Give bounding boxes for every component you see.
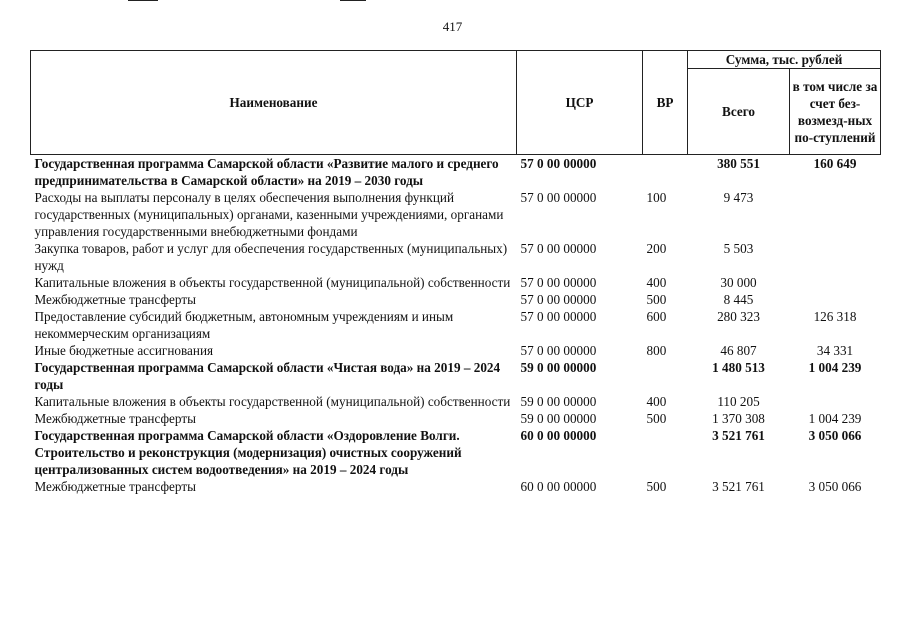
header-csr: ЦСР [517, 51, 643, 155]
row-csr: 60 0 00 00000 [520, 428, 597, 443]
row-csr: 59 0 00 00000 [520, 394, 597, 409]
scan-mark-top-center [340, 0, 366, 1]
row-total: 46 807 [720, 343, 757, 358]
row-name: Капитальные вложения в объекты государственной (муниципальной) собственности [34, 394, 511, 409]
row-vr [643, 359, 688, 393]
row-csr: 57 0 00 00000 [520, 156, 597, 171]
row-name: Предоставление субсидий бюджетным, автономным учреждениям и иным некоммерческим организациям [34, 309, 454, 341]
row-free: 1 004 239 [808, 360, 862, 375]
row-csr: 60 0 00 00000 [520, 479, 597, 494]
budget-table [30, 50, 881, 495]
row-total: 1 480 513 [712, 360, 765, 375]
row-vr: 200 [646, 241, 667, 256]
table-row [31, 342, 881, 359]
header-sum-group: Сумма, тыс. рублей [688, 51, 881, 69]
page-number: 417 [442, 19, 463, 34]
row-vr: 400 [646, 394, 667, 409]
row-name: Государственная программа Самарской области «Чистая вода» на 2019 – 2024 годы [34, 360, 501, 392]
row-total: 30 000 [720, 275, 757, 290]
table-row [31, 410, 881, 427]
header-name: Наименование [31, 51, 517, 155]
row-name: Государственная программа Самарской области «Развитие малого и среднего предпринимательства в Самарской области» на 2019 – 2030 годы [34, 156, 499, 188]
row-name: Межбюджетные трансферты [34, 292, 196, 307]
table-row [31, 478, 881, 495]
row-vr: 800 [646, 343, 667, 358]
header-vr: ВР [643, 51, 688, 155]
row-vr: 600 [646, 309, 667, 324]
row-free: 34 331 [816, 343, 854, 358]
row-vr [643, 427, 688, 478]
row-vr [643, 155, 688, 190]
row-name: Расходы на выплаты персоналу в целях обеспечения выполнения функций государственных (муниципальных) органами, казенными учреждениями, органами управления государственными внебюджетными фондами [34, 190, 504, 239]
table-header [31, 51, 881, 155]
row-free [790, 189, 881, 240]
table-row [31, 240, 881, 274]
row-total: 110 205 [717, 394, 760, 409]
row-total: 380 551 [717, 156, 760, 171]
header-incl-free-text: в том числе за счет без-возмезд-ных по-ступлений [792, 78, 878, 145]
row-vr: 100 [646, 190, 667, 205]
row-csr: 57 0 00 00000 [520, 309, 597, 324]
row-vr: 500 [646, 411, 667, 426]
row-total: 5 503 [723, 241, 754, 256]
row-total: 8 445 [723, 292, 754, 307]
row-free: 1 004 239 [808, 411, 862, 426]
row-total: 3 521 761 [712, 428, 765, 443]
program-row [31, 427, 881, 478]
row-csr: 59 0 00 00000 [520, 360, 597, 375]
program-row [31, 359, 881, 393]
row-name: Государственная программа Самарской области «Оздоровление Волги. Строительство и реконструкция (модернизация) очистных сооружений централизованных систем водоотведения» на 2019 – 2024 годы [34, 428, 462, 477]
table-row [31, 274, 881, 291]
row-name: Межбюджетные трансферты [34, 411, 196, 426]
row-free: 3 050 066 [808, 479, 862, 494]
row-free [790, 274, 881, 291]
table-row [31, 393, 881, 410]
row-csr: 57 0 00 00000 [520, 343, 597, 358]
row-name: Капитальные вложения в объекты государственной (муниципальной) собственности [34, 275, 511, 290]
row-csr: 59 0 00 00000 [520, 411, 597, 426]
row-total: 1 370 308 [712, 411, 765, 426]
row-name: Иные бюджетные ассигнования [34, 343, 214, 358]
header-incl-free [790, 69, 881, 155]
row-csr: 57 0 00 00000 [520, 241, 597, 256]
row-name: Закупка товаров, работ и услуг для обеспечения государственных (муниципальных) нужд [34, 241, 508, 273]
table-row [31, 189, 881, 240]
table-body [31, 155, 881, 496]
table-row [31, 308, 881, 342]
row-total: 3 521 761 [712, 479, 765, 494]
row-csr: 57 0 00 00000 [520, 275, 597, 290]
row-free: 3 050 066 [808, 428, 862, 443]
row-free: 160 649 [813, 156, 857, 171]
row-free [790, 393, 881, 410]
row-csr: 57 0 00 00000 [520, 292, 597, 307]
row-free [790, 240, 881, 274]
scan-mark-top-left [128, 0, 158, 1]
row-vr: 500 [646, 479, 667, 494]
row-csr: 57 0 00 00000 [520, 190, 597, 205]
row-total: 9 473 [723, 190, 754, 205]
row-free: 126 318 [813, 309, 857, 324]
program-row [31, 155, 881, 190]
row-free [790, 291, 881, 308]
row-name: Межбюджетные трансферты [34, 479, 196, 494]
table-row [31, 291, 881, 308]
header-total: Всего [688, 69, 790, 155]
row-vr: 400 [646, 275, 667, 290]
row-total: 280 323 [717, 309, 760, 324]
row-vr: 500 [646, 292, 667, 307]
